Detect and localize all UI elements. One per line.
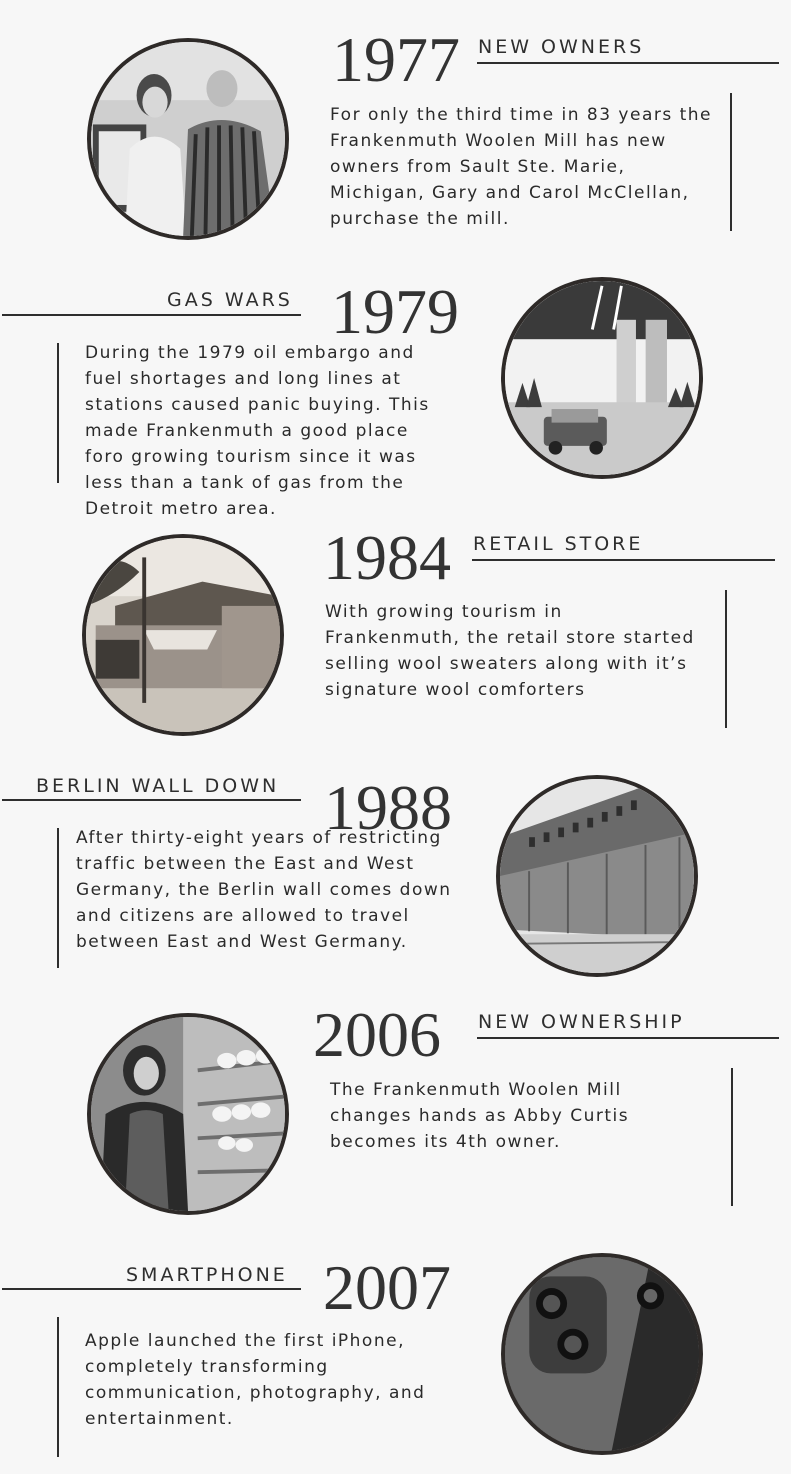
year-2007: 2007 xyxy=(323,1252,451,1323)
text-1977: For only the third time in 83 years the Frankenmuth Woolen Mill has new owners from Sault Ste. Marie, Michigan, Gary and Carol McClellan, purchase the mill. xyxy=(330,105,713,229)
heading-gas-wars: GAS WARS xyxy=(167,289,293,311)
divider-line xyxy=(477,1037,779,1039)
year-1979: 1979 xyxy=(331,276,459,347)
divider-line xyxy=(477,62,779,64)
vertical-rule xyxy=(730,93,732,231)
vertical-rule xyxy=(731,1068,733,1206)
owners-couple-photo xyxy=(87,38,289,240)
year-1984: 1984 xyxy=(323,522,451,593)
retail-store-photo xyxy=(82,534,284,736)
heading-retail-store: RETAIL STORE xyxy=(473,533,644,555)
divider-line xyxy=(2,314,301,316)
year-1977: 1977 xyxy=(332,24,460,95)
text-1984: With growing tourism in Frankenmuth, the retail store started selling wool sweaters along with it’s signature wool comforters xyxy=(325,602,695,700)
vertical-rule xyxy=(725,590,727,728)
divider-line xyxy=(2,1288,301,1290)
heading-new-owners: NEW OWNERS xyxy=(478,36,645,58)
text-2006: The Frankenmuth Woolen Mill changes hands as Abby Curtis becomes its 4th owner. xyxy=(330,1080,630,1152)
heading-smartphone: SMARTPHONE xyxy=(126,1264,288,1286)
new-owner-photo xyxy=(87,1013,289,1215)
text-2007: Apple launched the first iPhone, completely transforming communication, photography, and entertainment. xyxy=(85,1331,426,1429)
vertical-rule xyxy=(57,1317,59,1457)
berlin-wall-photo xyxy=(496,775,698,977)
gas-station-photo xyxy=(501,277,703,479)
vertical-rule xyxy=(57,828,59,968)
smartphone-photo xyxy=(501,1253,703,1455)
year-2006: 2006 xyxy=(313,999,441,1070)
text-1988: After thirty-eight years of restricting traffic between the East and West Germany, the Berlin wall comes down and citizens are allowed to travel between East and West Germany. xyxy=(76,828,452,952)
divider-line xyxy=(2,799,301,801)
text-1979: During the 1979 oil embargo and fuel shortages and long lines at stations caused panic buying. This made Frankenmuth a good place foro growing tourism since it was less than a tank of gas from the Detroit metro area. xyxy=(85,343,430,519)
heading-new-ownership: NEW OWNERSHIP xyxy=(478,1011,685,1033)
year-1988: 1988 xyxy=(324,772,452,843)
divider-line xyxy=(472,559,775,561)
vertical-rule xyxy=(57,343,59,483)
heading-berlin-wall-down: BERLIN WALL DOWN xyxy=(36,775,280,797)
